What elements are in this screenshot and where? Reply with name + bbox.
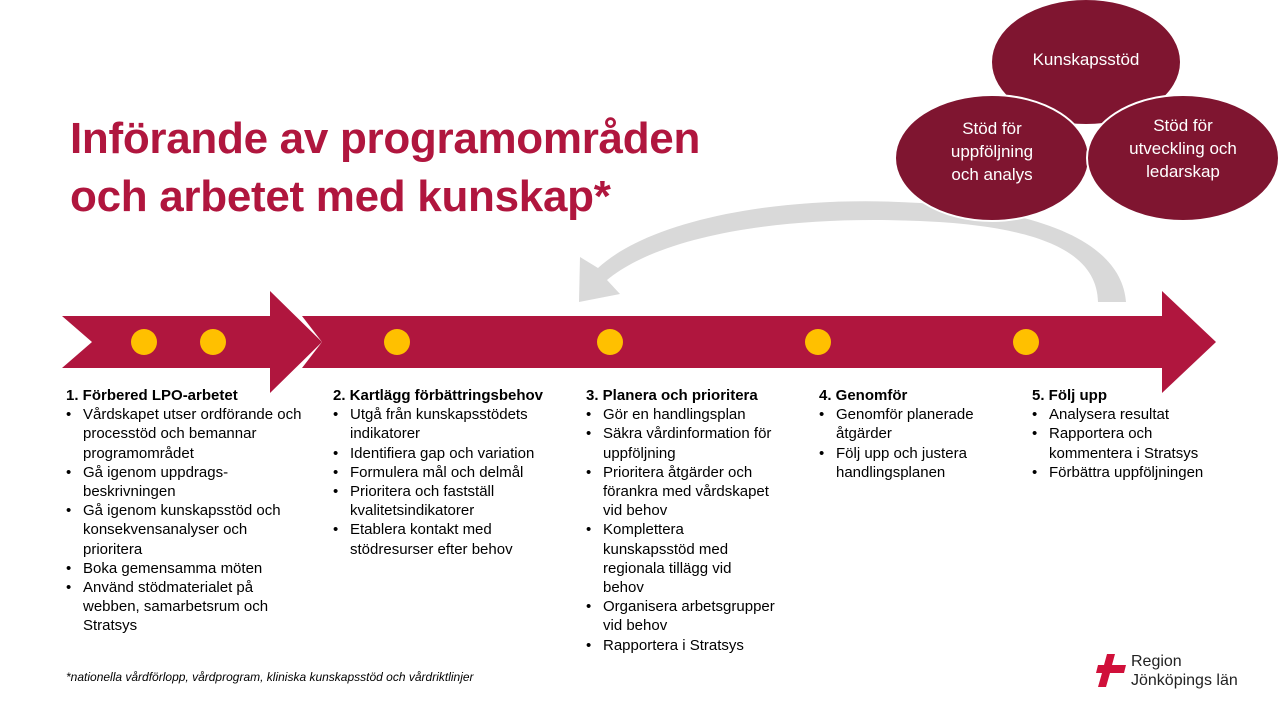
list-item: • Formulera mål och delmål (333, 463, 569, 482)
list-item: • Vårdskapet utser ordförande och processtöd och bemannar programområdet (66, 405, 306, 463)
timeline-arrow-start (62, 291, 322, 393)
step-heading: 4. Genomför (819, 387, 908, 404)
list-item: • Prioritera och fastställ kvalitetsindikatorer (333, 482, 569, 520)
list-item: • Förbättra uppföljningen (1032, 463, 1222, 482)
list-item: • Identifiera gap och variation (333, 444, 569, 463)
list-item: • Använd stödmaterialet på webben, samarbetsrum och Stratsys (66, 578, 306, 636)
red-cross-icon (1095, 652, 1129, 688)
list-item: • Komplettera kunskapsstöd med regionala tillägg vid behov (586, 520, 776, 597)
list-item: • Följ upp och justera handlingsplanen (819, 444, 1004, 482)
milestone-dot (131, 329, 157, 355)
list-item: • Prioritera åtgärder och förankra med vårdskapet vid behov (586, 463, 776, 521)
title-line-1: Införande av programområden (70, 114, 701, 163)
circle-label-top: Kunskapsstöd (1032, 50, 1140, 69)
list-item: • Analysera resultat (1032, 405, 1222, 424)
list-item: • Gå igenom kunskapsstöd och konsekvensanalyser och prioritera (66, 501, 306, 559)
step-heading: 1. Förbered LPO-arbetet (66, 387, 238, 404)
list-item: • Gör en handlingsplan (586, 405, 776, 424)
list-item: • Utgå från kunskapsstödets indikatorer (333, 405, 569, 443)
footnote: *nationella vårdförlopp, vårdprogram, kliniska kunskapsstöd och vårdriktlinjer (66, 670, 474, 684)
circle-label-right: Stöd för utveckling och ledarskap (1129, 116, 1237, 181)
milestone-dot (200, 329, 226, 355)
list-item: • Rapportera i Stratsys (586, 636, 776, 655)
page-title (70, 110, 700, 226)
milestone-dot (1013, 329, 1039, 355)
list-item: • Etablera kontakt med stödresurser efter behov (333, 520, 569, 558)
list-item: • Organisera arbetsgrupper vid behov (586, 597, 776, 635)
step-heading: 2. Kartlägg förbättringsbehov (333, 387, 544, 404)
timeline-arrow-main (302, 291, 1216, 393)
list-item: • Rapportera och kommentera i Stratsys (1032, 424, 1222, 462)
milestone-dot (805, 329, 831, 355)
logo-text: Region Jönköpings län (1131, 653, 1238, 689)
step-3 (586, 386, 776, 655)
milestone-dot (597, 329, 623, 355)
step-1 (66, 386, 306, 636)
step-heading: 5. Följ upp (1032, 387, 1107, 404)
milestone-dot (384, 329, 410, 355)
title-line-2: och arbetet med kunskap* (70, 172, 611, 221)
step-2 (333, 386, 569, 559)
list-item: • Genomför planerade åtgärder (819, 405, 1004, 443)
region-logo (1095, 652, 1255, 692)
list-item: • Boka gemensamma möten (66, 559, 306, 578)
circle-label-left: Stöd för uppföljning och analys (950, 119, 1034, 184)
step-heading: 3. Planera och prioritera (586, 387, 758, 404)
list-item: • Gå igenom uppdrags-beskrivningen (66, 463, 306, 501)
step-5 (1032, 386, 1222, 482)
list-item: • Säkra vårdinformation för uppföljning (586, 424, 776, 462)
step-4 (819, 386, 1004, 482)
